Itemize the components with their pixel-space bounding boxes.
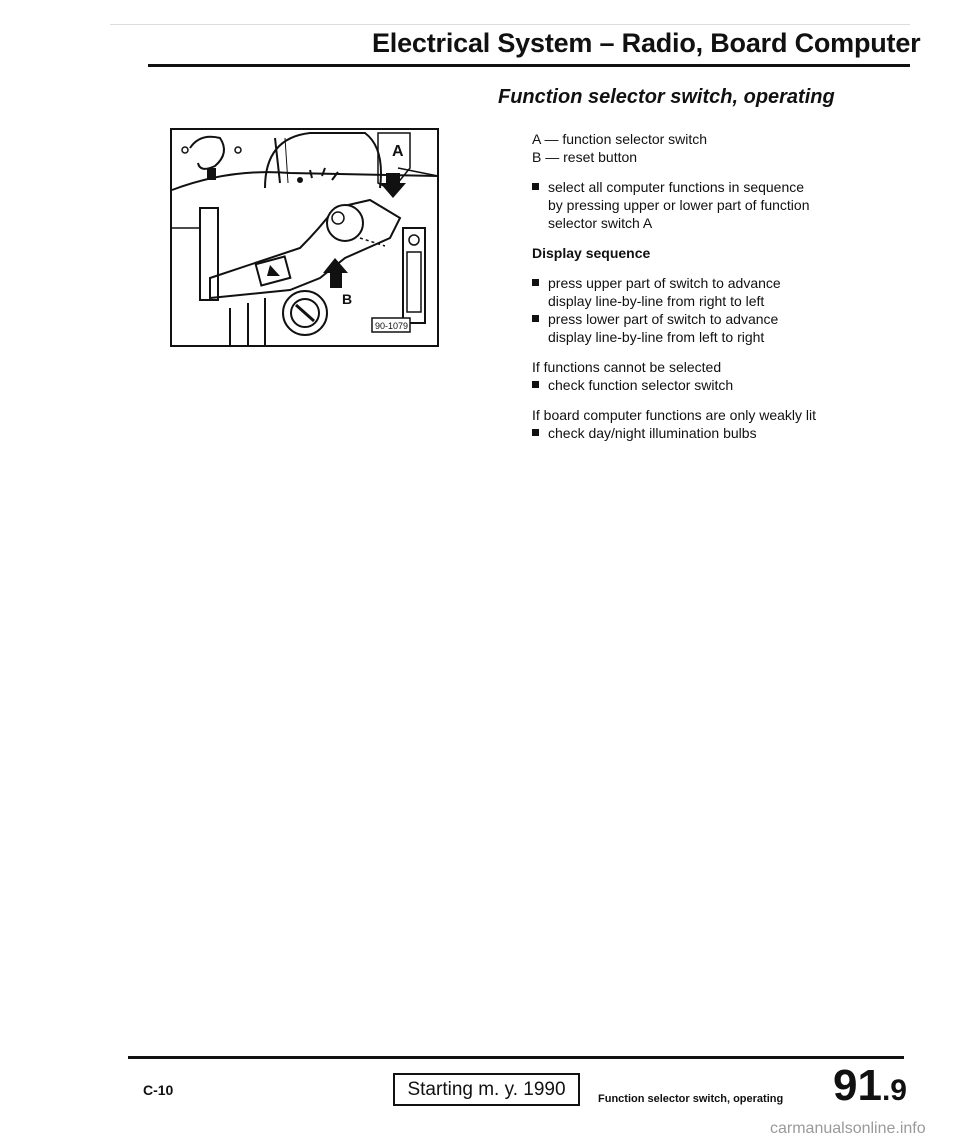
bullet-square-icon: [532, 183, 539, 190]
bullet-square-icon: [532, 279, 539, 286]
instruction-item-cont: selector switch A: [548, 215, 653, 231]
display-item: press lower part of switch to advance: [532, 310, 892, 328]
condition-text: If board computer functions are only weakly lit: [532, 407, 817, 423]
watermark-text: carmanualsonline.info: [770, 1120, 926, 1137]
bullet-square-icon: [532, 381, 539, 388]
legend-a: A — function selector switch: [532, 131, 708, 147]
model-year-text: Starting m. y. 1990: [407, 1078, 566, 1100]
page-header-title: Electrical System – Radio, Board Computer: [372, 28, 921, 58]
display-sequence-heading: Display sequence: [532, 245, 651, 261]
condition-action: check function selector switch: [532, 376, 892, 394]
section-title: Function selector switch, operating: [498, 86, 835, 108]
bullet-square-icon: [532, 429, 539, 436]
steering-column-illustration: [170, 128, 439, 347]
display-item-cont: display line-by-line from left to right: [548, 329, 765, 345]
bullet-square-icon: [532, 315, 539, 322]
body-text: [532, 130, 892, 442]
top-scan-line: [110, 24, 910, 25]
instruction-item-cont: by pressing upper or lower part of function: [548, 197, 810, 213]
figure-code: 90-1079: [375, 321, 409, 331]
page-number: 91.9: [833, 1061, 907, 1110]
page-code: C-10: [143, 1082, 174, 1098]
label-b: B: [342, 291, 353, 307]
warning-lamp-icon: [207, 168, 216, 180]
switch-dial: [327, 205, 363, 241]
footer-rule: [128, 1056, 904, 1059]
model-year-box: [393, 1073, 580, 1106]
label-a: A: [392, 143, 404, 160]
condition-action: check day/night illumination bulbs: [532, 424, 892, 442]
legend-b: B — reset button: [532, 149, 638, 165]
condition-text: If functions cannot be selected: [532, 359, 722, 375]
instruction-item: select all computer functions in sequence: [532, 178, 892, 196]
footer-section-name: Function selector switch, operating: [598, 1093, 784, 1105]
header-rule: [148, 64, 910, 67]
display-item-cont: display line-by-line from right to left: [548, 293, 765, 309]
display-item: press upper part of switch to advance: [532, 274, 892, 292]
